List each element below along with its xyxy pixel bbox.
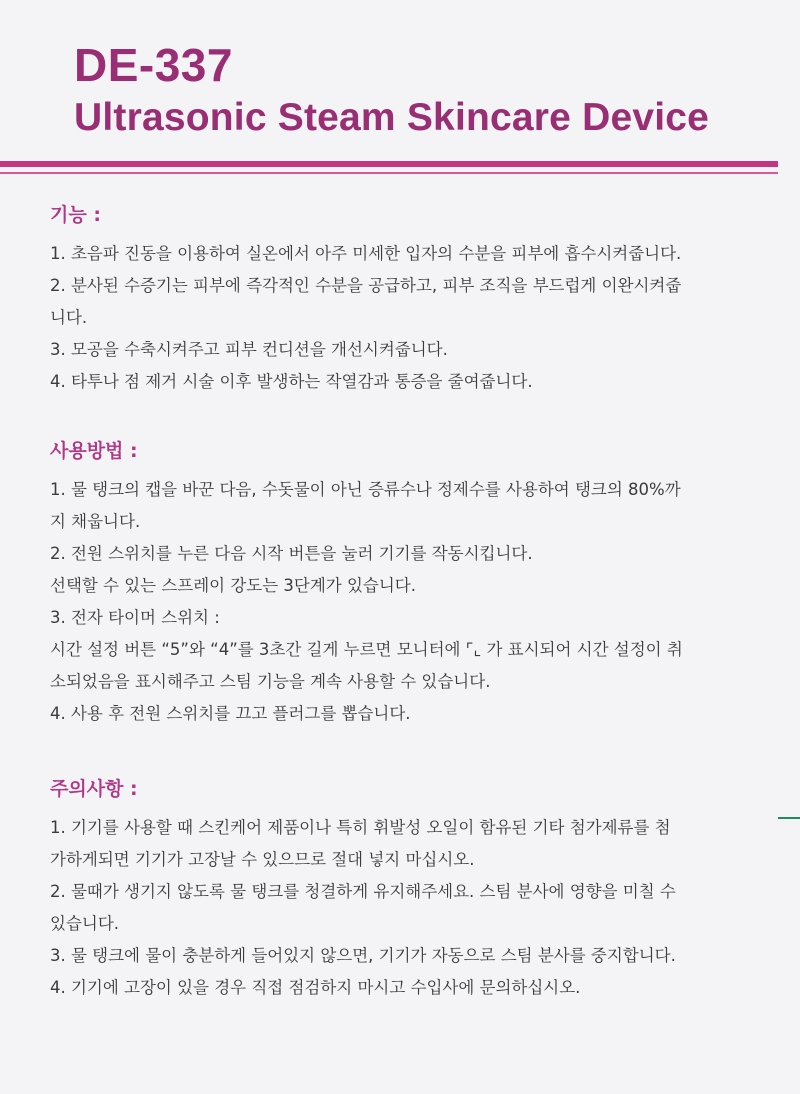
header-divider-thin xyxy=(0,172,778,174)
features-line: 니다. xyxy=(50,308,88,327)
header-divider xyxy=(0,161,778,167)
model-number: DE-337 xyxy=(74,39,233,91)
usage-heading: 사용방법 : xyxy=(50,440,138,462)
usage-line: 지 채웁니다. xyxy=(50,512,141,531)
cautions-line: 있습니다. xyxy=(50,914,120,933)
usage-section xyxy=(50,438,770,730)
cautions-heading: 주의사항 : xyxy=(50,778,138,800)
features-line: 1. 초음파 진동을 이용하여 실온에서 아주 미세한 입자의 수분을 피부에 흡수시켜줍니다. xyxy=(50,244,682,263)
usage-line: 1. 물 탱크의 캡을 바꾼 다음, 수돗물이 아닌 증류수나 정제수를 사용하여 탱크의 80%까 xyxy=(50,480,681,499)
cautions-line: 3. 물 탱크에 물이 충분하게 들어있지 않으면, 기기가 자동으로 스팀 분사를 중지합니다. xyxy=(50,946,676,965)
cautions-line: 1. 기기를 사용할 때 스킨케어 제품이나 특히 휘발성 오일이 함유된 기타 첨가제류를 첨 xyxy=(50,818,671,837)
cautions-line: 가하게되면 기기가 고장날 수 있으므로 절대 넣지 마십시오. xyxy=(50,850,475,869)
cautions-section xyxy=(50,776,770,1004)
usage-line: 2. 전원 스위치를 누른 다음 시작 버튼을 눌러 기기를 작동시킵니다. xyxy=(50,544,533,563)
features-line: 4. 타투나 점 제거 시술 이후 발생하는 작열감과 통증을 줄여줍니다. xyxy=(50,372,533,391)
features-line: 2. 분사된 수증기는 피부에 즉각적인 수분을 공급하고, 피부 조직을 부드럽게 이완시켜줍 xyxy=(50,276,682,295)
cautions-line: 2. 물때가 생기지 않도록 물 탱크를 청결하게 유지해주세요. 스팀 분사에 영향을 미칠 수 xyxy=(50,882,676,901)
usage-line: 시간 설정 버튼 “5”와 “4”를 3초간 길게 누르면 모니터에 ⌜⌞ 가 표시되어 시간 설정이 취 xyxy=(50,640,683,659)
product-name: Ultrasonic Steam Skincare Device xyxy=(74,96,710,139)
usage-line: 소되었음을 표시해주고 스팀 기능을 계속 사용할 수 있습니다. xyxy=(50,672,491,691)
usage-line: 선택할 수 있는 스프레이 강도는 3단계가 있습니다. xyxy=(50,576,416,595)
features-line: 3. 모공을 수축시켜주고 피부 컨디션을 개선시켜줍니다. xyxy=(50,340,448,359)
cautions-line: 4. 기기에 고장이 있을 경우 직접 점검하지 마시고 수입사에 문의하십시오. xyxy=(50,978,581,997)
usage-line: 3. 전자 타이머 스위치 : xyxy=(50,608,220,627)
usage-line: 4. 사용 후 전원 스위치를 끄고 플러그를 뽑습니다. xyxy=(50,704,411,723)
edge-marker xyxy=(778,817,800,819)
features-heading: 기능 : xyxy=(50,204,101,226)
features-section xyxy=(50,202,770,398)
